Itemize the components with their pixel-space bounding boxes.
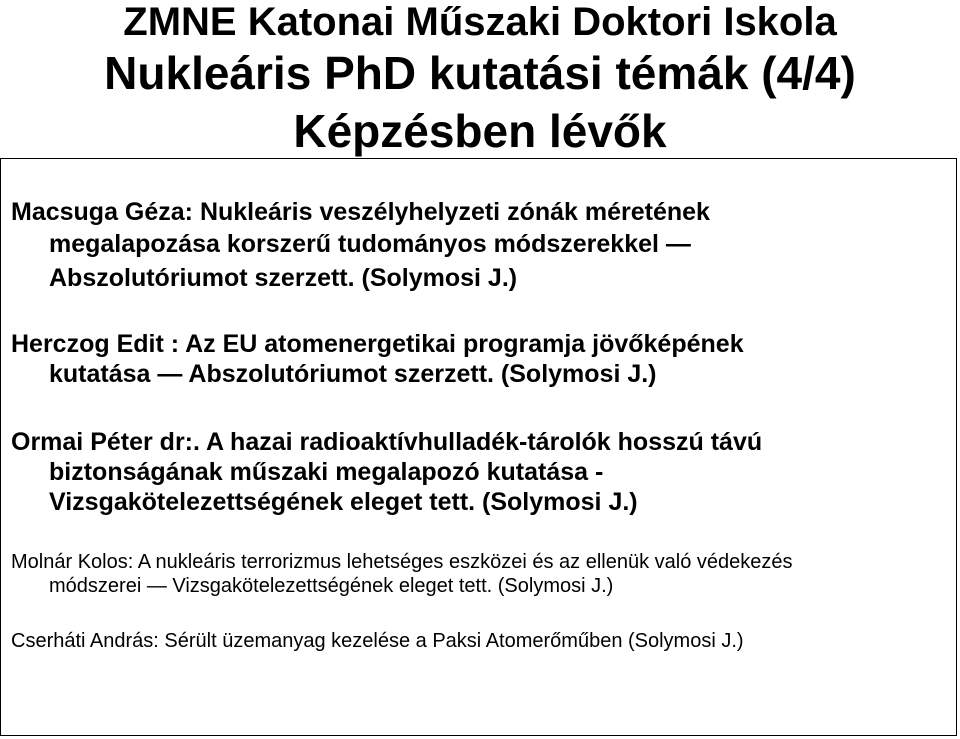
list-item-line: Herczog Edit : Az EU atomenergetikai programja jövőképének [11,330,744,358]
list-item [11,427,946,517]
list-item-line: megalapozása korszerű tudományos módszerekkel — [49,230,691,258]
list-item-line: Molnár Kolos: A nukleáris terrorizmus lehetséges eszközei és az ellenük való védekezés [11,551,793,573]
list-item-line: módszerei — Vizsgakötelezettségének eleget tett. (Solymosi J.) [49,575,614,597]
slide-subtitle: Képzésben lévők [293,105,667,157]
list-item [11,197,946,295]
school-title: ZMNE Katonai Műszaki Doktori Iskola [123,0,837,44]
list-item-line: Vizsgakötelezettségének eleget tett. (Solymosi J.) [49,488,638,516]
list-item [11,629,946,653]
topics-list [0,158,957,736]
list-item-line: Abszolutóriumot szerzett. (Solymosi J.) [49,264,518,292]
list-item-line: Cserháti András: Sérült üzemanyag kezelése a Paksi Atomerőműben (Solymosi J.) [11,630,744,652]
list-item [11,550,946,598]
list-item-line: Ormai Péter dr:. A hazai radioaktívhulladék-tárolók hosszú távú [11,428,763,456]
list-item [11,329,946,389]
list-item-line: Macsuga Géza: Nukleáris veszélyhelyzeti zónák méretének [11,198,710,226]
slide-title: Nukleáris PhD kutatási témák (4/4) [104,47,856,99]
list-item-line: kutatása — Abszolutóriumot szerzett. (Solymosi J.) [49,360,657,388]
list-item-line: biztonságának műszaki megalapozó kutatása - [49,458,604,486]
